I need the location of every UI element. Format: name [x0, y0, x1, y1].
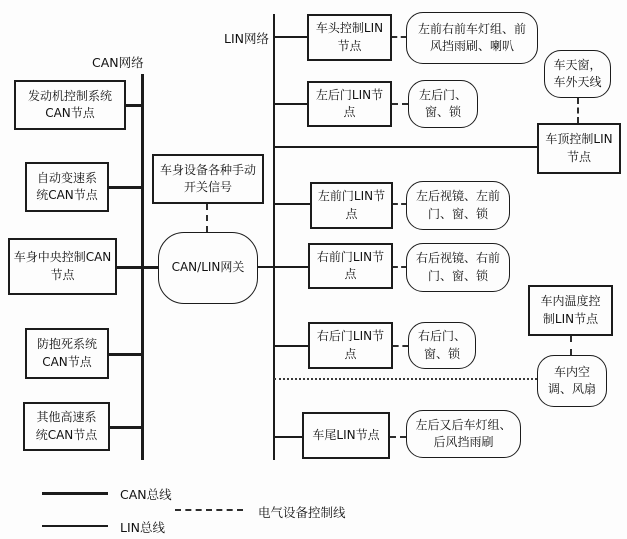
can-node-other-highspeed: 其他高速系 统CAN节点 — [23, 402, 110, 451]
can-node-transmission-label: 自动变速系 — [36, 170, 97, 185]
device-ac-fan-label: 车内空 — [553, 364, 590, 379]
lin-node-tail-label: 车尾LIN节点 — [312, 427, 380, 442]
lin-node-left-front-door-label: 左前门LIN节 — [317, 189, 386, 204]
can-branch-other-line — [110, 426, 144, 429]
device-right-mirror-front-door-label: 右后视镜、右前 — [415, 251, 500, 266]
lin-node-right-rear-door-label: 右后门LIN节 — [316, 329, 385, 344]
lin-node-roof-control-label: 车顶控制LIN — [545, 132, 613, 147]
lin-branch-roof-control-line — [275, 146, 537, 148]
lin-node-left-rear-door: 左后门LIN节 点 — [307, 81, 392, 127]
legend-control-line-label: 电气设备控制线 — [258, 505, 346, 520]
lin-branch-tail-line — [275, 436, 302, 438]
device-left-rear-door-window-lock: 左后门、 窗、锁 — [408, 80, 478, 128]
lin-branch-left-rear-door-line — [275, 103, 307, 105]
lin-bus-to-ac-dotted-line — [274, 378, 537, 380]
lin-node-front-control-label: 车头控制LIN — [315, 21, 384, 36]
lin-bus-trunk-line — [273, 14, 275, 460]
lin-node-temp-control-label: 车内温度控 — [540, 294, 601, 309]
device-left-mirror-front-door-label: 左后视镜、左前 — [415, 189, 500, 204]
lin-branch-right-rear-door-line — [275, 345, 308, 347]
device-front-lights-wiper-horn-label: 左前右前车灯组、前 — [417, 21, 526, 36]
lin-node-left-rear-door-label: 左后门LIN节 — [315, 87, 384, 102]
can-node-abs: 防抱死系统 CAN节点 — [25, 328, 109, 379]
lin-network-label: LIN网络 — [224, 31, 270, 46]
can-branch-transmission-line — [109, 186, 144, 189]
device-right-rear-door-window-lock-label: 右后门、 — [417, 329, 466, 344]
can-node-body-central: 车身中央控制CAN 节点 — [8, 238, 117, 295]
can-branch-engine-line — [126, 104, 144, 107]
can-branch-abs-line — [109, 353, 144, 356]
can-lin-gateway — [158, 232, 258, 304]
device-left-mirror-front-door: 左后视镜、左前 门、窗、锁 — [406, 181, 510, 230]
device-rear-lights-wiper: 左后又后车灯组、 后风挡雨刷 — [406, 410, 521, 458]
device-right-rear-door-window-lock: 右后门、 窗、锁 — [408, 322, 476, 369]
lin-node-roof-control: 车顶控制LIN 节点 — [537, 123, 621, 174]
can-branch-body-gateway-line — [117, 266, 158, 269]
can-node-engine-label: 发动机控制系统 — [27, 88, 112, 103]
lin-branch-front-line — [275, 36, 307, 38]
lin-node-tail — [302, 412, 390, 459]
lin-node-left-front-door: 左前门LIN节 点 — [310, 182, 393, 229]
can-node-transmission: 自动变速系 统CAN节点 — [25, 162, 109, 212]
right-rear-door-device-dashed-line — [393, 345, 408, 347]
legend-lin-bus-line-sample — [42, 525, 108, 527]
legend-lin-bus-label: LIN总线 — [120, 520, 166, 535]
device-rear-lights-wiper-label: 左后又后车灯组、 — [415, 417, 512, 432]
temp-node-to-ac-dashed-line — [570, 336, 572, 355]
body-switch-signal-label: 车身设备各种手动 — [159, 162, 256, 177]
left-front-door-device-dashed-line — [393, 203, 406, 205]
right-front-door-device-dashed-line — [393, 266, 406, 268]
lin-node-right-front-door: 右前门LIN节 点 — [308, 243, 393, 289]
can-node-other-highspeed-label: 其他高速系 — [36, 410, 97, 425]
device-sunroof-antenna-label: 车天窗， — [553, 57, 602, 72]
can-lin-gateway-label: CAN/LIN网关 — [171, 260, 245, 275]
device-right-mirror-front-door: 右后视镜、右前 门、窗、锁 — [406, 243, 510, 292]
device-ac-fan: 车内空 调、风扇 — [537, 355, 607, 407]
lin-node-right-rear-door: 右后门LIN节 点 — [308, 322, 393, 369]
sunroof-to-roof-node-dashed-line — [577, 98, 579, 123]
gateway-to-lin-bus-line — [258, 266, 308, 268]
left-rear-door-device-dashed-line — [392, 103, 408, 105]
body-switch-signal-box: 车身设备各种手动 开关信号 — [152, 154, 264, 204]
legend-can-bus-label: CAN总线 — [120, 487, 172, 502]
can-node-abs-label: 防抱死系统 — [36, 337, 97, 352]
can-node-engine: 发动机控制系统 CAN节点 — [14, 80, 126, 130]
can-node-body-central-label: 车身中央控制CAN — [13, 250, 112, 265]
lin-node-temp-control: 车内温度控 制LIN节点 — [528, 285, 613, 336]
can-network-label: CAN网络 — [92, 55, 144, 70]
switch-to-gateway-dashed-line — [206, 204, 208, 232]
lin-node-front-control: 车头控制LIN 节点 — [307, 14, 392, 61]
device-left-rear-door-window-lock-label: 左后门、 — [418, 87, 467, 102]
lin-node-right-front-door-label: 右前门LIN节 — [316, 249, 385, 264]
front-node-device-dashed-line — [392, 36, 406, 38]
device-sunroof-antenna: 车天窗， 车外天线 — [544, 50, 611, 98]
lin-branch-left-front-door-line — [275, 203, 310, 205]
legend-can-bus-line-sample — [42, 492, 108, 495]
tail-node-device-dashed-line — [390, 436, 406, 438]
legend-control-line-sample — [175, 509, 243, 511]
device-front-lights-wiper-horn: 左前右前车灯组、前 风挡雨刷、喇叭 — [406, 12, 538, 64]
